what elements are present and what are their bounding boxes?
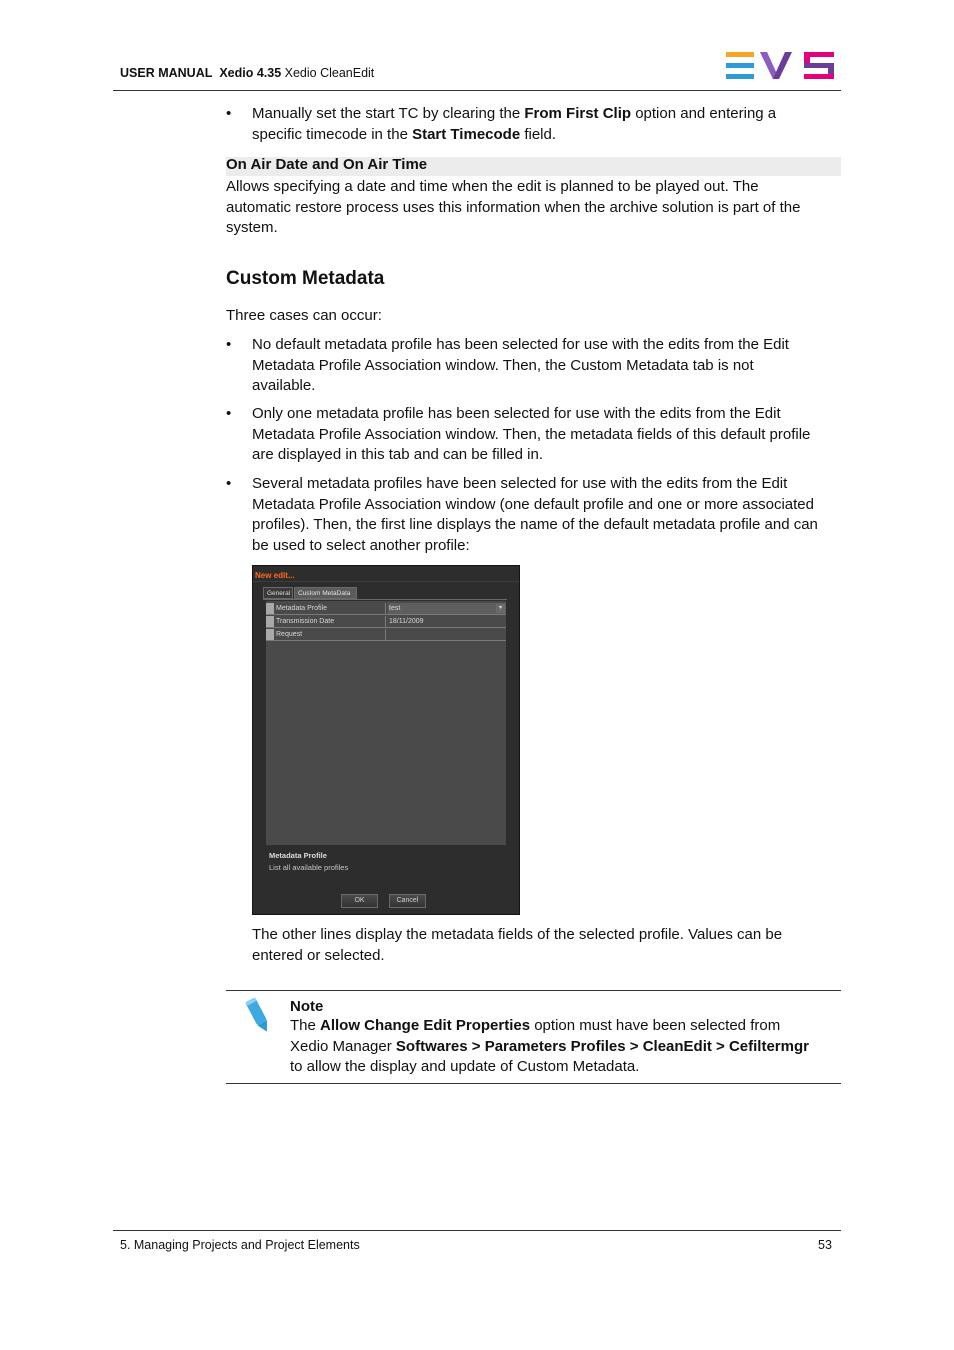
tab-baseline [263,599,507,600]
row-handle [266,603,274,614]
pen-note-icon [240,996,276,1036]
allow-change-term: Allow Change Edit Properties [320,1017,531,1034]
start-timecode-term: Start Timecode [412,125,521,143]
row-handle [266,629,274,640]
tab-custom-metadata[interactable]: Custom MetaData [294,587,357,599]
bullet-marker: • [226,475,232,492]
module-name: Xedio CleanEdit [284,66,375,80]
row-handle [266,616,274,627]
dialog-title-rule [253,581,519,582]
dialog-title: New edit... [255,571,295,580]
intro-bullet: Manually set the start TC by clearing the From First Clip option and entering a specific timecode in the Start Timecode field. [252,105,777,143]
note-body: The Allow Change Edit Properties option must have been selected from Xedio Manager Softwares > Parameters Profiles > CleanEdit > Cefiltermgr to allow the display and update of Custom Metadata. [290,1017,809,1075]
request-field[interactable] [388,629,506,640]
header-rule [113,90,841,91]
cases-intro: Three cases can occur: [226,307,382,324]
row-label: Request [276,629,386,640]
page-header [120,66,374,80]
request-row[interactable] [266,629,506,641]
note-top-rule [226,990,841,991]
bullet-marker: • [226,405,232,422]
bullet-marker: • [226,105,232,122]
row-label: Metadata Profile [276,603,386,614]
evs-logo-icon [726,52,834,80]
ok-button[interactable]: OK [341,894,378,908]
metadata-grid [266,601,506,845]
metadata-profile-row[interactable] [266,603,506,615]
new-edit-dialog [252,565,520,915]
help-title: Metadata Profile [269,851,327,860]
tab-general[interactable]: General [263,587,293,599]
row-label: Transmission Date [276,616,386,627]
after-dialog-text: The other lines display the metadata fields of the selected profile. Values can be entered or selected. [252,926,783,964]
metadata-profile-select[interactable]: test ▾ [388,603,506,614]
note-title: Note [290,998,324,1015]
settings-path: Softwares > Parameters Profiles > CleanEdit > Cefiltermgr [395,1037,809,1055]
on-air-description: Allows specifying a date and time when the edit is planned to be played out. The automatic restore process uses this information when the archive solution is part of the system. [226,178,801,236]
footer-chapter: 5. Managing Projects and Project Elements [120,1238,360,1252]
transmission-date-field[interactable]: 18/11/2009 [389,618,424,625]
page-number: 53 [818,1238,832,1252]
transmission-date-row[interactable] [266,616,506,628]
product-name: Xedio 4.35 [219,66,282,80]
cancel-button[interactable]: Cancel [389,894,426,908]
case-bullet-2: Only one metadata profile has been selected for use with the edits from the Edit Metadata Profile Association window. Then, the metadata fields of this default profile are displayed in this tab and can be filled in. [252,405,811,463]
case-bullet-1: No default metadata profile has been selected for use with the edits from the Edit Metadata Profile Association window. Then, the Custom Metadata tab is not available. [252,336,789,394]
custom-metadata-heading: Custom Metadata [226,268,385,289]
case-bullet-3: Several metadata profiles have been selected for use with the edits from the Edit Metadata Profile Association window (one default profile and one or more associated profiles). Then, the first line displays the name of the default metadata profile and can be used to select another profile: [252,475,818,554]
help-description: List all available profiles [269,863,349,872]
from-first-clip-term: From First Clip [524,105,632,122]
dropdown-arrow-icon[interactable]: ▾ [496,604,505,613]
on-air-title: On Air Date and On Air Time [226,156,428,173]
note-bottom-rule [226,1083,841,1084]
doc-type: USER MANUAL [120,66,213,80]
footer-rule [113,1230,841,1231]
bullet-marker: • [226,336,232,353]
